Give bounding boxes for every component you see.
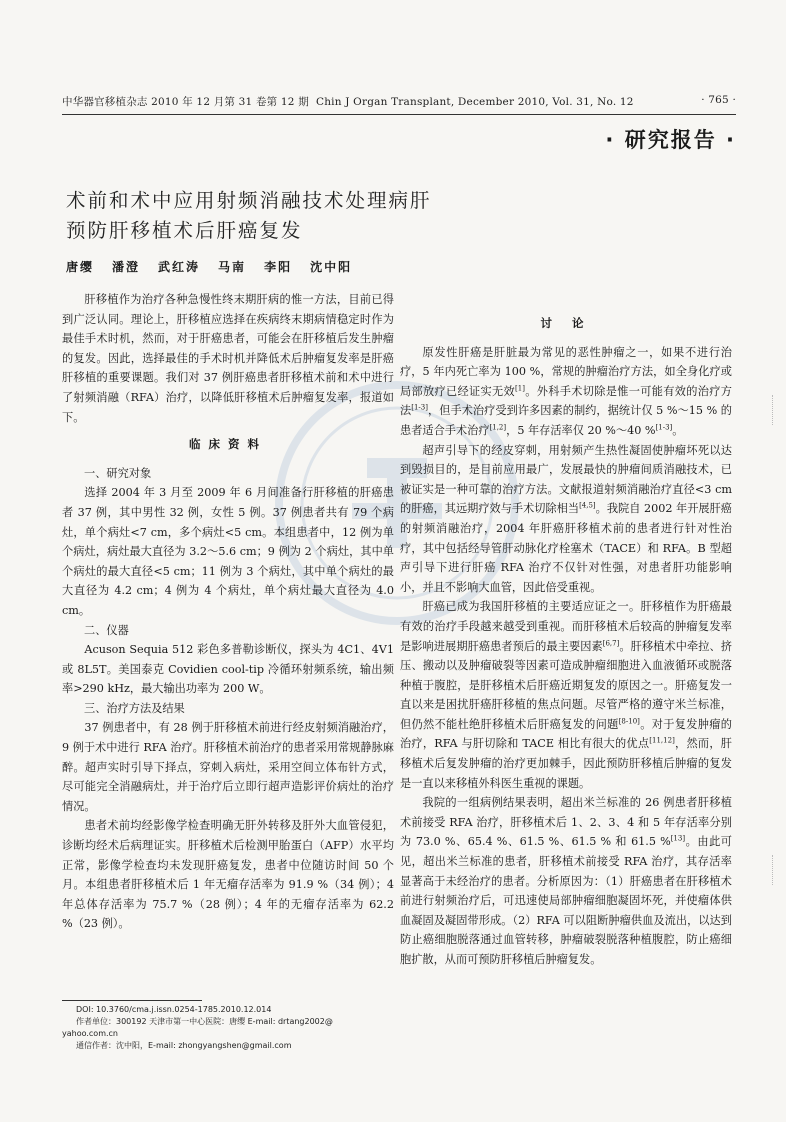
journal-citation — [62, 94, 634, 109]
citation-ref[interactable]: [11,12] — [649, 736, 675, 745]
citation-ref[interactable]: [1] — [515, 384, 525, 393]
results-paragraph: 患者术前均经影像学检查明确无肝外转移及肝外大血管侵犯，诊断均经术后病理证实。肝移植术后检测甲胎蛋白（AFP）水平均正常，影像学检查均未发现肝癌复发，患者中位随访时间 50 个月。本组患者肝移植术后 1 年无瘤存活率为 91.9 %（34 例）；4 年总体存活率为 75.7 %（28 例）；4 年的无瘤存活率为 62.2 %（23 例）。 — [62, 819, 394, 931]
discussion-heading: 讨 论 — [540, 316, 592, 330]
article-title — [66, 186, 466, 246]
citation-ref[interactable]: [1-3] — [655, 423, 673, 432]
binding-mark — [772, 855, 783, 885]
journal-citation-en: Chin J Organ Transplant, December 2010, Vol. 31, No. 12 — [315, 96, 634, 108]
running-header — [62, 94, 736, 109]
citation-ref[interactable]: [8-10] — [618, 717, 640, 726]
methods-paragraph: 37 例患者中，有 28 例于肝移植术前进行经皮射频消融治疗，9 例于术中进行 RFA 治疗。肝移植术前治疗的患者采用常规静脉麻醉。超声实时引导下择点，穿刺入病灶，采用空间立体布针方式，尽可能完全消融病灶，并于治疗后立即行超声造影评价病灶的治疗情况。 — [62, 721, 394, 813]
citation-ref[interactable]: [1-3] — [411, 403, 428, 412]
citation-ref[interactable]: [4,5] — [579, 501, 596, 510]
binding-mark — [772, 395, 783, 425]
journal-citation-cn: 中华器官移植杂志 2010 年 12 月第 31 卷第 12 期 — [62, 96, 309, 108]
instruments-paragraph: Acuson Sequia 512 彩色多普勒诊断仪，探头为 4C1、4V1 或 8L5T。美国泰克 Covidien cool-tip 冷循环射频系统，输出频率>290 kHz，最大输出功率为 200 W。 — [62, 643, 394, 696]
discussion-paragraph-3: 肝癌已成为我国肝移植的主要适应证之一。肝移植作为肝癌最有效的治疗手段越来越受到重视。而肝移植术后较高的肿瘤复发率是影响进展期肝癌患者预后的最主要因素[6,7]。肝移植术中牵拉、挤压、搬动以及肿瘤破裂等因素可造成肿瘤细胞进入血液循环或脱落种植于腹腔，是肝移植术后肝癌近期复发的原因之一。肝癌复发一直以来是困扰肝癌肝移植的焦点问题。尽管严格的遵守米兰标准，但仍然不能杜绝肝移植术后肝癌复发的问题[8-10]。对于复发肿瘤的治疗，RFA 与肝切除和 TACE 相比有很大的优点[11,12]，然而，肝移植术后复发肿瘤的治疗更加棘手，因此预防肝移植后肿瘤的复发是一直以来移植外科医生重视的课题。 — [400, 600, 732, 790]
author: 马南 — [218, 260, 247, 274]
left-column — [62, 290, 394, 934]
footnote-divider — [62, 1000, 202, 1001]
author: 潘澄 — [112, 260, 141, 274]
citation-ref[interactable]: [13] — [670, 834, 686, 843]
footnotes — [62, 1004, 382, 1052]
author-list — [66, 258, 352, 275]
subheading-subjects: 一、研究对象 — [84, 466, 152, 480]
title-line-2: 预防肝移植术后肝癌复发 — [66, 219, 303, 242]
author: 唐缨 — [66, 260, 95, 274]
title-line-1: 术前和术中应用射频消融技术处理病肝 — [66, 189, 432, 212]
right-column — [400, 306, 732, 970]
affiliation-continuation: yahoo.com.cn — [62, 1029, 118, 1038]
clinical-materials-heading: 临床资料 — [189, 437, 267, 452]
affiliation-line: 作者单位：300192 天津市第一中心医院：唐缨 E-mail: drtang2002@ — [76, 1017, 333, 1026]
citation-ref[interactable]: [1,2] — [489, 423, 507, 432]
citation-ref[interactable]: [6,7] — [602, 638, 620, 647]
section-label: · 研究报告 · — [605, 128, 736, 152]
subjects-paragraph: 选择 2004 年 3 月至 2009 年 6 月间准备行肝移植的肝癌患者 37 例，其中男性 32 例，女性 5 例。37 例患者共有 79 个病灶，单个病灶<7 cm，多个病灶<5 cm。本组患者中，12 例为单个病灶，病灶最大直径为 3.2～5.6 cm；9 例为 2 个病灶，其中单个病灶的最大直径<5 cm；11 例为 3 个病灶，其中单个病灶的最大直径为 4.2 cm；4 例为 4 个病灶，单个病灶最大直径为 4.0 cm。 — [62, 486, 394, 617]
author: 武红涛 — [158, 260, 201, 274]
author: 李阳 — [264, 260, 293, 274]
discussion-paragraph-2: 超声引导下的经皮穿刺，用射频产生热性凝固使肿瘤坏死以达到毁损目的，是目前应用最广，发展最快的肿瘤间质消融技术，已被证实是一种可靠的治疗方法。文献报道射频消融治疗直径<3 cm 的肝癌，其远期疗效与手术切除相当[4,5]。我院自 2002 年开展肝癌的射频消融治疗，2004 年肝癌肝移植术前的患者进行针对性治疗，其中包括经导管肝动脉化疗栓塞术（TACE）和 RFA。B 型超声引导下进行肝癌 RFA 治疗不仅针对性强，对患者肝功能影响小，并且不影响大血管，因此倍受重视。 — [400, 443, 732, 594]
intro-paragraph: 肝移植作为治疗各种急慢性终末期肝病的惟一方法，目前已得到广泛认同。理论上，肝移植应选择在疾病终末期病情稳定时作为最佳手术时机，然而，对于肝癌患者，可能会在肝移植后发生肿瘤的复发。因此，选择最佳的手术时机并降低术后肿瘤复发率是肝癌肝移植的重要课题。我们对 37 例肝癌患者肝移植术前和术中进行了射频消融（RFA）治疗，以降低肝移植术后肿瘤复发率，报道如下。 — [62, 293, 394, 424]
discussion-paragraph-4: 我院的一组病例结果表明，超出米兰标准的 26 例患者肝移植术前接受 RFA 治疗，肝移植术后 1、2、3、4 和 5 年存活率分别为 73.0 %、65.4 %、61.5 %、61.5 % 和 61.5 %[13]。由此可见，超出米兰标准的患者，肝移植术前接受 RFA 治疗，其存活率显著高于未经治疗的患者。分析原因为：（1）肝癌患者在肝移植术前进行射频治疗后，可迅速使局部肿瘤细胞凝固坏死，并使瘤体供血凝固及凝固带形成。（2）RFA 可以阻断肿瘤供血及流出，以达到防止癌细胞脱落通过血管转移，肿瘤破裂脱落种植腹腔，防止癌细胞扩散，从而可预防肝移植后肿瘤复发。 — [400, 796, 732, 966]
page-number: · 765 · — [701, 94, 736, 106]
header-divider — [62, 114, 736, 115]
subheading-instruments: 二、仪器 — [84, 623, 129, 637]
discussion-paragraph-1: 原发性肝癌是肝脏最为常见的恶性肿瘤之一，如果不进行治疗，5 年内死亡率为 100 %，常规的肿瘤治疗方法，如全身化疗或局部放疗已经证实无效[1]。外科手术切除是惟一可能有效的治疗方法[1-3]，但手术治疗受到许多因素的制约，据统计仅 5 %～15 % 的患者适合手术治疗[1,2]，5 年存活率仅 20 %～40 %[1-3]。 — [400, 345, 732, 437]
subheading-methods: 三、治疗方法及结果 — [84, 701, 185, 715]
doi-line: DOI: 10.3760/cma.j.issn.0254-1785.2010.12.014 — [76, 1005, 272, 1014]
correspondence-line: 通信作者：沈中阳，E-mail: zhongyangshen@gmail.com — [76, 1041, 292, 1050]
author: 沈中阳 — [310, 260, 353, 274]
